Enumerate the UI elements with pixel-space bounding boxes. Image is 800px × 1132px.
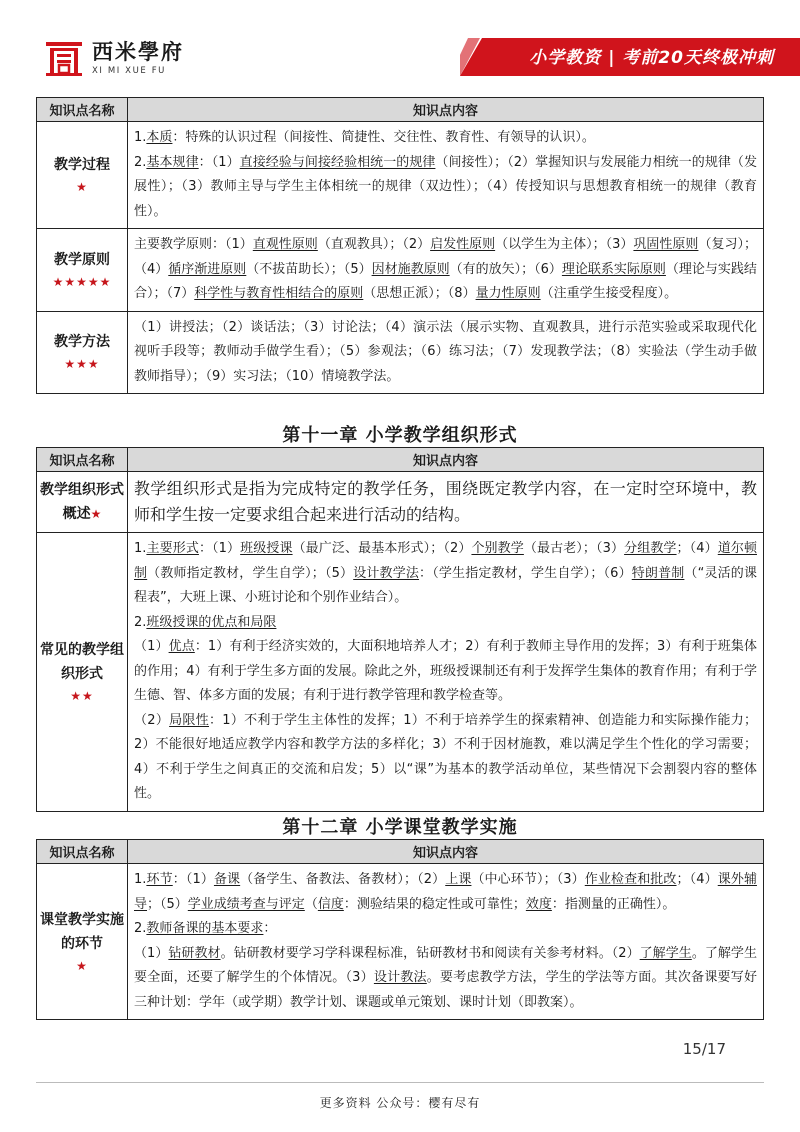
content-text: （最古老）；（3） [523, 541, 625, 556]
content-text: （理论与实践结合）；（7） [134, 261, 757, 301]
content-paragraph [134, 611, 757, 636]
content-text: （最广泛、最基本形式）；（2） [292, 541, 472, 556]
key-term: 班级授课 [240, 541, 293, 556]
content-text: （备学生、备教法、备教材）；（2） [240, 872, 446, 887]
content-text: ： [263, 921, 277, 936]
content-text: 1. [134, 130, 147, 145]
key-term: 本质 [146, 130, 173, 145]
knowledge-table-chapter-11 [36, 447, 764, 812]
key-term: 科学性与教育性相结合的原则 [194, 286, 364, 301]
key-term: 启发性原则 [430, 237, 496, 252]
content-text: ：1）有利于经济实效的，大面积地培养人才；2）有利于教师主导作用的发挥；3）有利于班集体的作用；4）有利于学生多方面的发展。除此之外，班级授课制还有利于发挥学生集体的教育作用；有利于学生德、智、体多方面的发展；有利于进行教学管理和教学检查等。 [134, 639, 757, 703]
content-text: （注重学生接受程度）。 [540, 286, 678, 301]
key-term: 道尔顿制 [134, 541, 757, 581]
content-text: ：（1） [198, 154, 240, 170]
knowledge-point-label: 教学过程 [54, 157, 110, 173]
content-text: （直观教具）；（2） [317, 237, 431, 252]
importance-stars: ★ [90, 507, 102, 521]
content-text: （1） [134, 639, 169, 654]
table-row [37, 122, 764, 229]
key-term: 备课 [213, 872, 241, 887]
logo-chinese-name: 西米學府 [92, 38, 184, 64]
content-text: （思想正派）；（8） [363, 286, 476, 301]
logo-english-name: XI MI XUE FU [92, 65, 167, 76]
content-text: 2. [134, 614, 147, 630]
column-header-content: 知识点内容 [128, 840, 764, 864]
key-term: 优点 [168, 639, 195, 654]
key-term: 作业检查和批改 [584, 872, 677, 887]
page-header [0, 0, 800, 90]
key-term: 设计教学法 [353, 565, 420, 581]
column-header-content: 知识点内容 [128, 98, 764, 122]
content-text: （间接性）；（2）掌握知识与发展能力相统一的规律（发展性）；（3）教师主导与学生主体相统一的规律（双边性）；（4）传授知识与思想教育相统一的规律（教育性）。 [134, 154, 757, 219]
content-paragraph [134, 709, 757, 807]
content-text: 1. [134, 541, 147, 556]
key-term: 直观性原则 [252, 237, 318, 252]
knowledge-point-content [128, 122, 764, 229]
key-term: 个别教学 [471, 541, 524, 556]
chapter-11-title: 第十一章 小学教学组织形式 [282, 425, 518, 446]
importance-stars: ★★★ [64, 357, 100, 372]
content-text: （复习）；（4） [134, 237, 757, 277]
column-header-content: 知识点内容 [128, 448, 764, 472]
content-text: ；（4） [676, 541, 718, 556]
key-term: 因材施教原则 [371, 261, 450, 277]
key-term: 特朗普制 [631, 565, 685, 581]
content-text: ：测验结果的稳定性或可靠性； [343, 896, 526, 912]
brand-logo [44, 38, 184, 78]
content-text: （1）讲授法；（2）谈话法；（3）讨论法；（4）演示法（展示实物、直观教具，进行示范实验或采取现代化视听手段等；教师动手做学生看）；（5）参观法；（6）练习法；（7）发现教学法；（8）实验法（学生动手做教师指导）；（9）实习法；（10）情境教学法。 [134, 319, 757, 384]
key-term: 量力性原则 [475, 286, 541, 301]
logo-building-icon [44, 38, 84, 78]
knowledge-point-name [37, 472, 128, 533]
knowledge-point-content [128, 472, 764, 533]
key-term: 班级授课的优点和局限 [146, 614, 277, 630]
table-row [37, 311, 764, 394]
content-text: （有的放矢）；（6） [449, 261, 562, 277]
content-text: ：指测量的正确性）。 [551, 896, 676, 912]
key-term: 课外辅导 [134, 872, 757, 912]
importance-stars: ★ [76, 958, 88, 973]
content-text: 。钻研教材要学习学科课程标准，钻研教材书和阅读有关参考材料。（2） [220, 945, 640, 961]
banner-title: 小学教资 | 考前20天终极冲刺 [529, 48, 774, 68]
content-paragraph [134, 635, 757, 709]
content-text: ：（1） [198, 541, 241, 556]
key-term: 信度 [317, 896, 344, 912]
knowledge-point-label: 常见的教学组织形式 [40, 641, 124, 682]
content-text: ：1）不利于学生主体性的发挥；1）不利于培养学生的探索精神、创造能力和实际操作能力；2）不能很好地适应教学内容和教学方法的多样化；3）不利于因材施教，难以满足学生个性化的学习需要；4）不利于学生之间真正的交流和启发；5）以“课”为基本的教学活动单位，某些情况下会割裂内容的整体性。 [134, 712, 757, 801]
page-footer: 更多资料 公众号：樱有尽有 [319, 1096, 481, 1110]
content-text: ；（4） [676, 872, 718, 887]
content-text: ：（1） [172, 872, 214, 887]
content-text: ：特殊的认识过程（间接性、简捷性、交往性、教育性、有领导的认识）。 [172, 130, 595, 145]
footer-divider [36, 1082, 764, 1083]
key-term: 上课 [445, 872, 472, 887]
knowledge-point-name [37, 122, 128, 229]
content-text: （以学生为主体）；（3） [495, 237, 634, 252]
key-term: 了解学生 [639, 945, 692, 961]
key-term: 环节 [146, 872, 173, 887]
knowledge-point-name [37, 533, 128, 812]
table-header-row [37, 840, 764, 864]
table-header-row [37, 98, 764, 122]
content-text: （教师指定教材，学生自学）；（5） [147, 565, 354, 581]
importance-stars: ★★ [70, 688, 94, 703]
key-term: 教师备课的基本要求 [146, 921, 264, 936]
content-text: （ [304, 896, 318, 912]
content-text: 1. [134, 872, 147, 887]
content-paragraph [134, 917, 757, 942]
chapter-12-title: 第十二章 小学课堂教学实施 [282, 817, 518, 838]
key-term: 钻研教材 [168, 945, 221, 961]
key-term: 局限性 [169, 712, 209, 728]
content-text: ：（学生指定教材，学生自学）；（6） [419, 565, 632, 581]
content-paragraph [134, 151, 757, 225]
content-text: （1） [134, 945, 169, 961]
key-term: 循序渐进原则 [168, 261, 247, 277]
page-number: 15/17 [682, 1040, 726, 1058]
importance-stars: ★★★★★ [52, 274, 112, 289]
knowledge-point-content [128, 864, 764, 1020]
content-text: （“灵活的课程表”，大班上课、小班讨论和个别作业结合）。 [134, 565, 757, 605]
knowledge-point-content [128, 311, 764, 394]
knowledge-table-teaching [36, 97, 764, 394]
column-header-name: 知识点名称 [37, 98, 128, 122]
content-text: （2） [134, 712, 170, 728]
knowledge-point-label: 教学组织形式概述 [40, 482, 124, 522]
table-row [37, 472, 764, 533]
key-term: 理论联系实际原则 [561, 261, 666, 277]
content-text: 教学组织形式是指为完成特定的教学任务，围绕既定教学内容，在一定时空环境中，教师和学生按一定要求组合起来进行活动的结构。 [134, 479, 757, 524]
key-term: 学业成绩考查与评定 [187, 896, 305, 912]
key-term: 主要形式 [146, 541, 199, 556]
content-paragraph [134, 868, 757, 917]
key-term: 巩固性原则 [633, 237, 699, 252]
content-text: 。要考虑教学方法，学生的学法等方面。其次备课要写好三种计划：学年（或学期）教学计划、课题或单元策划、课时计划（即教案）。 [134, 970, 757, 1010]
knowledge-point-name [37, 229, 128, 312]
knowledge-point-name [37, 311, 128, 394]
knowledge-point-label: 教学原则 [54, 251, 110, 268]
content-text: 主要教学原则：（1） [134, 237, 253, 252]
content-text: 2. [134, 921, 147, 936]
table-row [37, 864, 764, 1020]
key-term: 分组教学 [624, 541, 677, 556]
knowledge-point-name [37, 864, 128, 1020]
table-row [37, 229, 764, 312]
key-term: 直接经验与间接经验相统一的规律 [239, 154, 436, 170]
column-header-name: 知识点名称 [37, 840, 128, 864]
knowledge-point-label: 课堂教学实施的环节 [40, 911, 124, 952]
content-text: 。了解学生要全面，还要了解学生的个体情况。（3） [134, 945, 757, 985]
importance-stars: ★ [76, 180, 88, 194]
knowledge-table-chapter-12 [36, 839, 764, 1020]
content-text: ；（5） [147, 896, 188, 912]
table-row [37, 533, 764, 812]
knowledge-point-label: 教学方法 [54, 334, 110, 351]
content-paragraph [134, 476, 757, 528]
content-paragraph [134, 126, 757, 151]
knowledge-point-content [128, 533, 764, 812]
key-term: 效度 [525, 896, 552, 912]
content-text: （中心环节）；（3） [471, 872, 585, 887]
content-paragraph [134, 316, 757, 390]
content-text: （不拔苗助长）；（5） [246, 261, 372, 277]
content-paragraph [134, 537, 757, 611]
key-term: 基本规律 [146, 154, 199, 170]
content-paragraph [134, 942, 757, 1016]
knowledge-point-content [128, 229, 764, 312]
content-paragraph [134, 233, 757, 307]
key-term: 设计教法 [373, 970, 427, 985]
column-header-name: 知识点名称 [37, 448, 128, 472]
content-text: 2. [134, 154, 147, 170]
table-header-row [37, 448, 764, 472]
